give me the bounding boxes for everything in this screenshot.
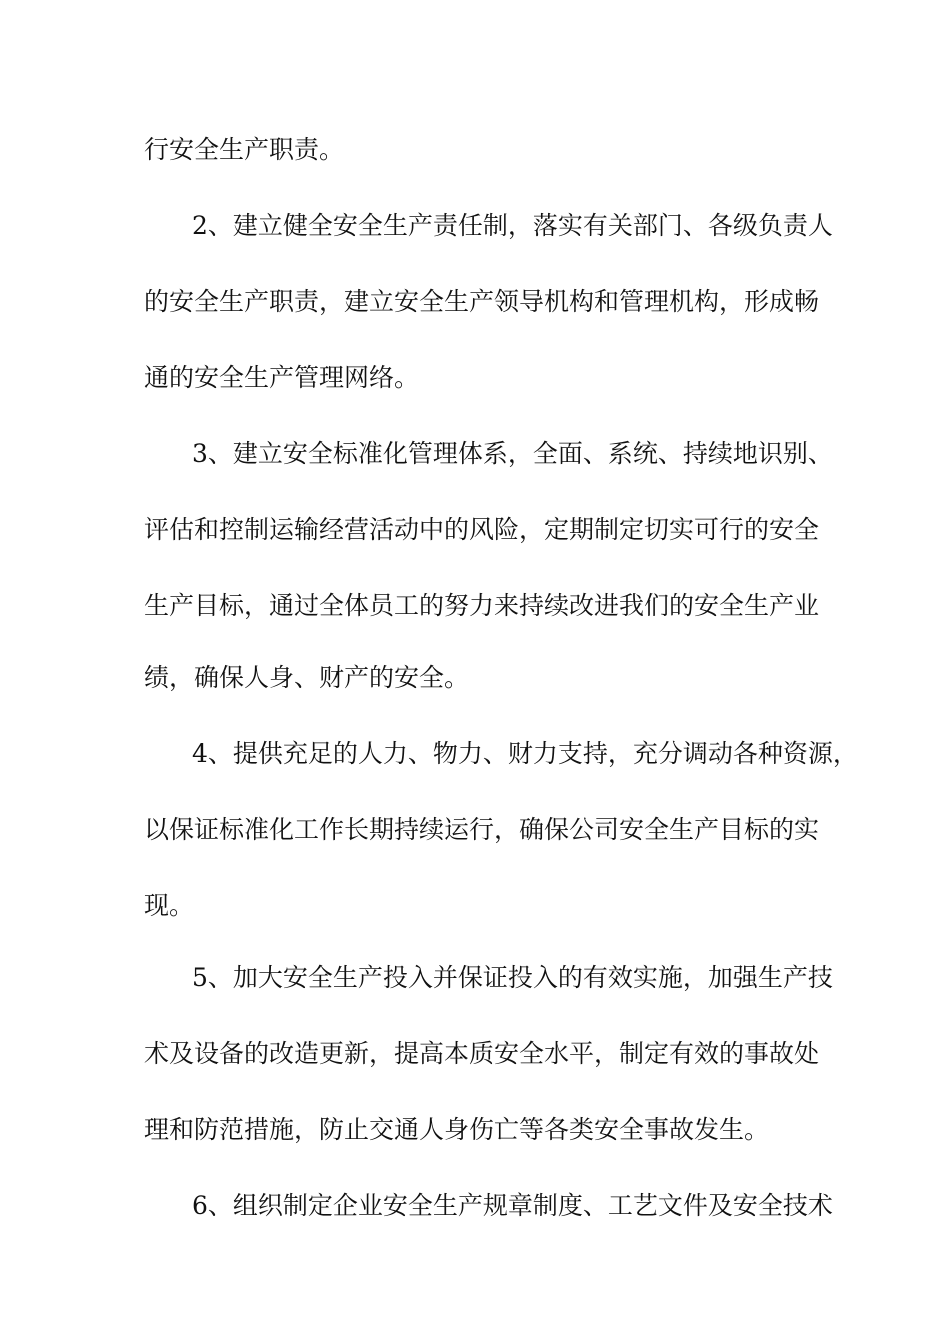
text-line: 现。	[144, 891, 195, 920]
text-line: 绩，确保人身、财产的安全。	[144, 663, 470, 692]
text-line: 5、加大安全生产投入并保证投入的有效实施，加强生产技	[192, 963, 833, 992]
text-line: 评估和控制运输经营活动中的风险，定期制定切实可行的安全	[144, 515, 820, 544]
text-line: 行安全生产职责。	[144, 135, 345, 164]
text-line: 理和防范措施，防止交通人身伤亡等各类安全事故发生。	[144, 1115, 770, 1144]
text-line: 术及设备的改造更新，提高本质安全水平，制定有效的事故处	[144, 1039, 820, 1068]
text-line: 的安全生产职责，建立安全生产领导机构和管理机构，形成畅	[144, 287, 820, 316]
text-line: 通的安全生产管理网络。	[144, 363, 420, 392]
text-line: 3、建立安全标准化管理体系，全面、系统、持续地识别、	[192, 439, 833, 468]
text-line: 生产目标，通过全体员工的努力来持续改进我们的安全生产业	[144, 591, 820, 620]
text-line: 4、提供充足的人力、物力、财力支持，充分调动各种资源，	[192, 739, 858, 768]
text-line: 6、组织制定企业安全生产规章制度、工艺文件及安全技术	[192, 1191, 833, 1220]
text-line: 2、建立健全安全生产责任制，落实有关部门、各级负责人	[192, 211, 833, 240]
text-line: 以保证标准化工作长期持续运行，确保公司安全生产目标的实	[144, 815, 820, 844]
